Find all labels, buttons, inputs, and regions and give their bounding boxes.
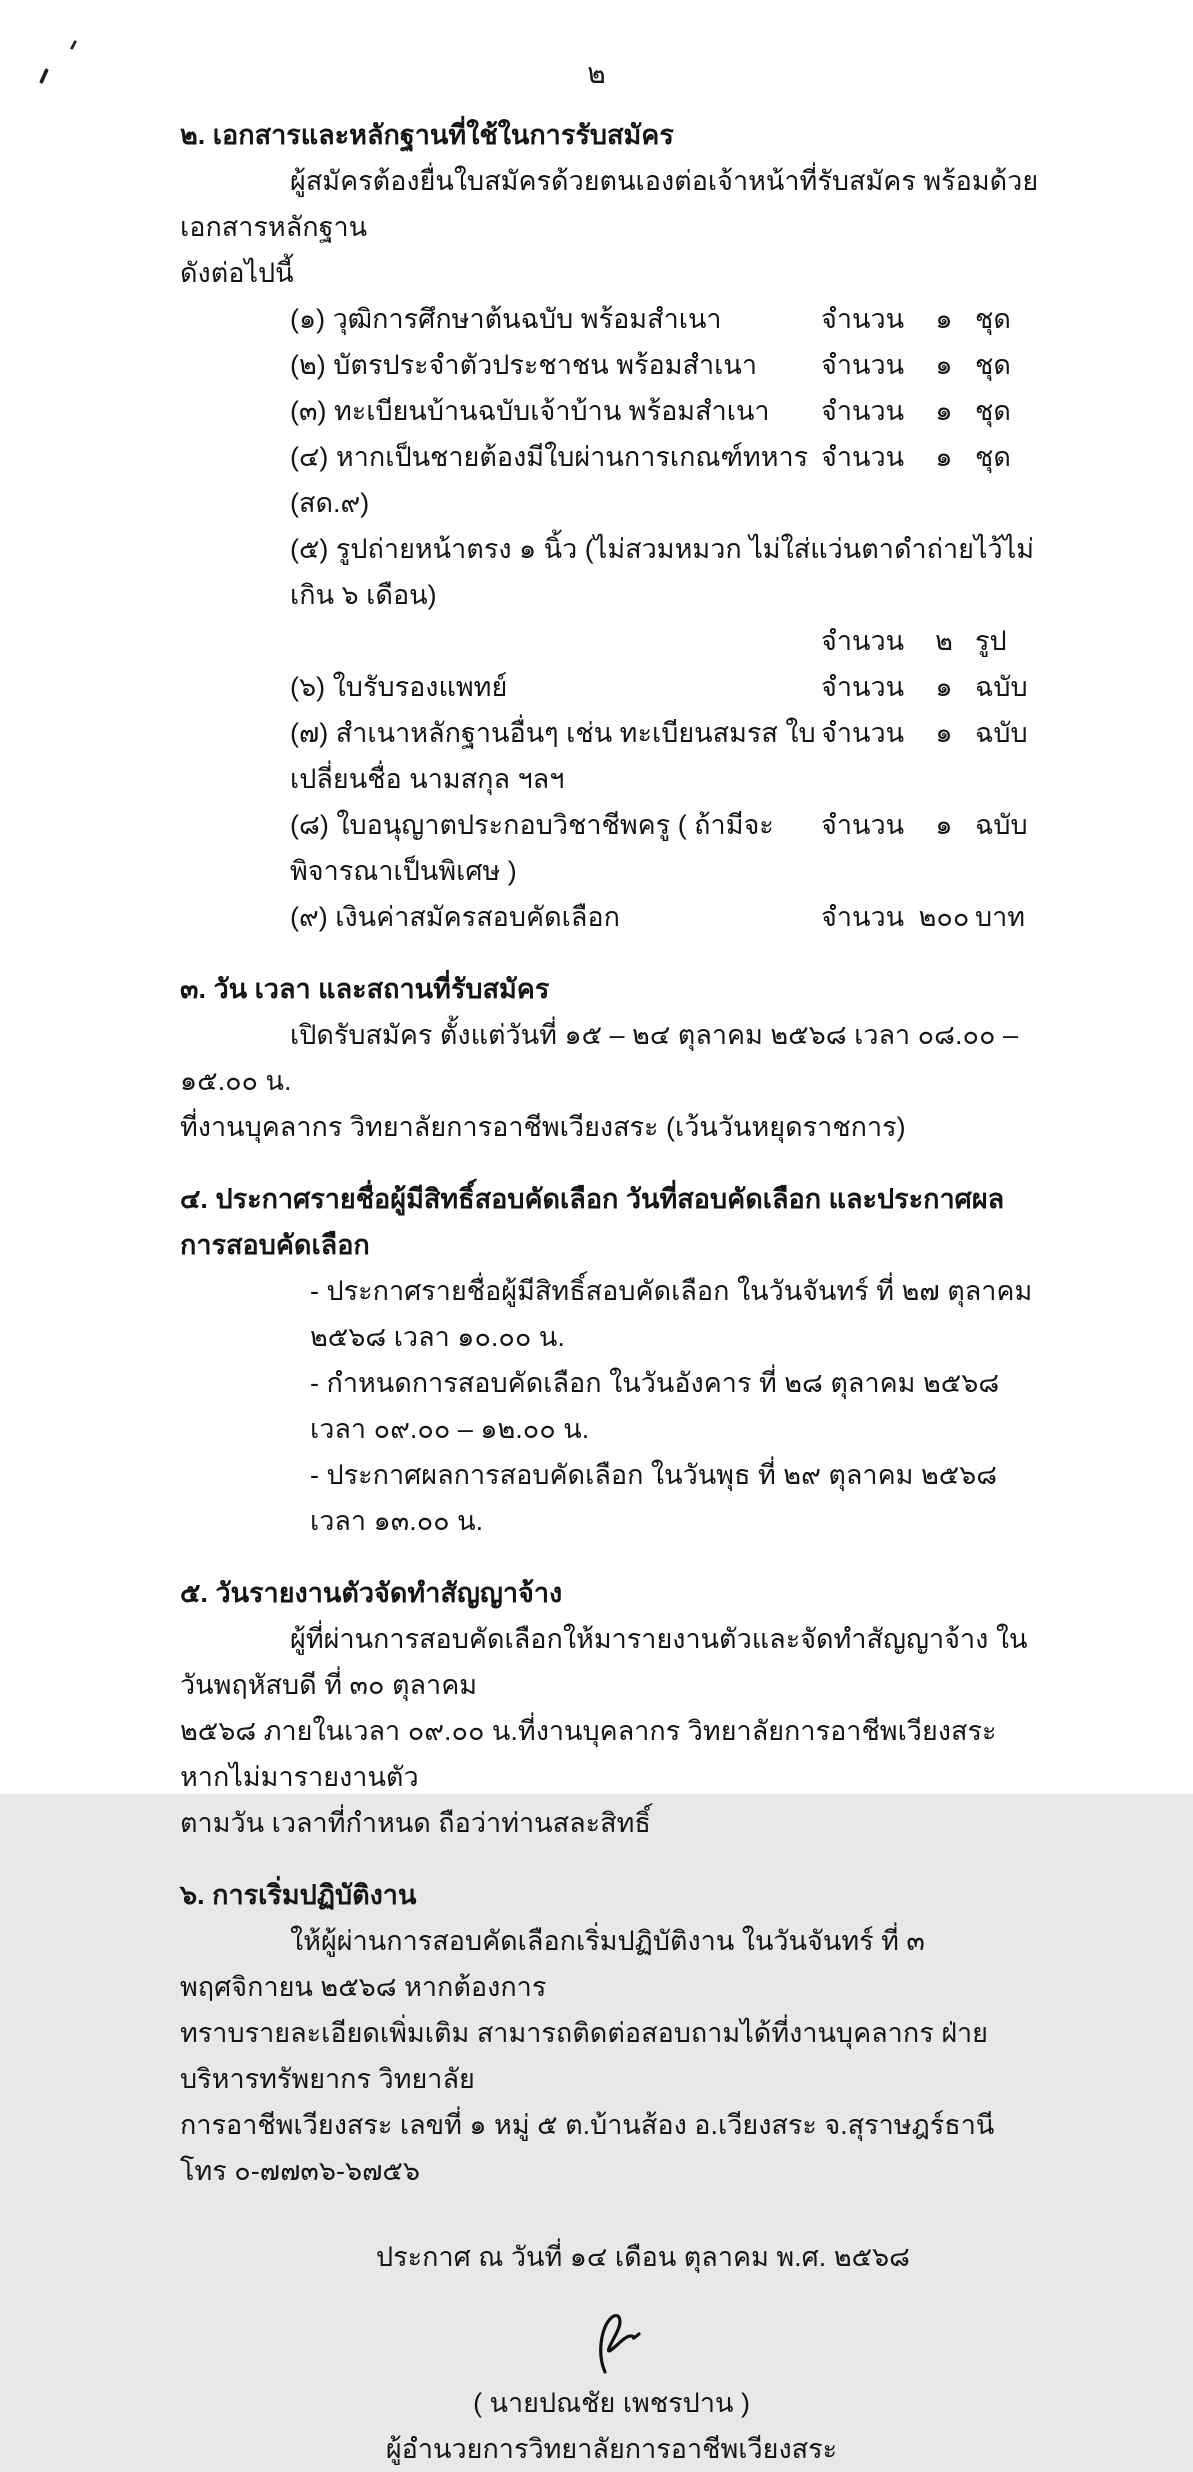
document-item-row [180,710,1043,802]
quantity-amount: ๑ [935,396,953,426]
quantity-word: จำนวน [821,672,905,702]
quantity-word: จำนวน [821,902,905,932]
quantity-amount: ๒๐๐ [918,902,970,932]
document-item-text: (๒) บัตรประจำตัวประชาชน พร้อมสำเนา [290,350,757,380]
quantity-word: จำนวน [821,350,905,380]
document-item-text: (๔) หากเป็นชายต้องมีใบผ่านการเกณฑ์ทหาร (สด.๙) [290,442,809,518]
documents-intro-line: ผู้สมัครต้องยื่นใบสมัครด้วยตนเองต่อเจ้าหน้าที่รับสมัคร พร้อมด้วยเอกสารหลักฐาน [180,166,1039,242]
contract-line: ตามวัน เวลาที่กำหนด ถือว่าท่านสละสิทธิ์ [180,1808,651,1838]
quantity-group [821,296,1043,342]
document-item-text: (๓) ทะเบียนบ้านฉบับเจ้าบ้าน พร้อมสำเนา [290,396,770,426]
quantity-unit: บาท [975,902,1026,932]
document-item-row [180,618,1043,664]
document-item-row [180,802,1043,894]
signature-mark [567,2306,657,2380]
section-announcement-heading: ๔. ประกาศรายชื่อผู้มีสิทธิ์สอบคัดเลือก วันที่สอบคัดเลือก และประกาศผลการสอบคัดเลือก [180,1184,1005,1260]
quantity-group [821,664,1043,710]
document-item-row [180,296,1043,342]
document-item-row [180,526,1043,618]
document-item-row [180,342,1043,388]
quantity-group [821,342,1043,388]
section-start-work-heading: ๖. การเริ่มปฏิบัติงาน [180,1880,417,1910]
quantity-unit: ชุด [975,304,1011,334]
contract-line: ๒๕๖๘ ภายในเวลา ๐๙.๐๐ น.ที่งานบุคลากร วิทยาลัยการอาชีพเวียงสระ หากไม่มารายงานตัว [180,1716,997,1792]
quantity-word: จำนวน [821,810,905,840]
quantity-word: จำนวน [821,442,905,472]
section-contract-heading: ๕. วันรายงานตัวจัดทำสัญญาจ้าง [180,1578,563,1608]
quantity-amount: ๑ [935,672,953,702]
quantity-group [821,388,1043,434]
quantity-word: จำนวน [821,396,905,426]
document-item-text: (๘) ใบอนุญาตประกอบวิชาชีพครู ( ถ้ามีจะพิจารณาเป็นพิเศษ ) [290,810,774,886]
document-item-row [180,894,1043,940]
announcement-bullet: - ประกาศรายชื่อผู้มีสิทธิ์สอบคัดเลือก ในวันจันทร์ ที่ ๒๗ ตุลาคม ๒๕๖๘ เวลา ๑๐.๐๐ น. [310,1276,1033,1352]
document-item-text: (๗) สำเนาหลักฐานอื่นๆ เช่น ทะเบียนสมรส ใบเปลี่ยนชื่อ นามสกุล ฯลฯ [290,718,816,794]
signer-title: ผู้อำนวยการวิทยาลัยการอาชีพเวียงสระ [385,2434,838,2464]
quantity-unit: ชุด [975,442,1011,472]
quantity-amount: ๑ [935,718,953,748]
announcement-bullet: - กำหนดการสอบคัดเลือก ในวันอังคาร ที่ ๒๘ ตุลาคม ๒๕๖๘ เวลา ๐๙.๐๐ – ๑๒.๐๐ น. [310,1368,1000,1444]
document-item-row [180,434,1043,526]
quantity-amount: ๒ [935,626,953,656]
quantity-amount: ๑ [935,350,953,380]
document-item-row [180,388,1043,434]
section-schedule-heading: ๓. วัน เวลา และสถานที่รับสมัคร [180,974,550,1004]
documents-intro-line: ดังต่อไปนี้ [180,258,294,288]
start-work-line: ทราบรายละเอียดเพิ่มเติม สามารถติดต่อสอบถามได้ที่งานบุคลากร ฝ่ายบริหารทรัพยากร วิทยาลัย [180,2018,988,2094]
quantity-unit: ฉบับ [975,672,1028,702]
quantity-group [821,618,1043,664]
quantity-word: จำนวน [821,718,905,748]
start-work-line: การอาชีพเวียงสระ เลขที่ ๑ หมู่ ๕ ต.บ้านส้อง อ.เวียงสระ จ.สุราษฎร์ธานี โทร ๐-๗๗๓๖-๖๗๕๖ [180,2110,995,2186]
schedule-line: เปิดรับสมัคร ตั้งแต่วันที่ ๑๕ – ๒๔ ตุลาคม ๒๕๖๘ เวลา ๐๘.๐๐ – ๑๕.๐๐ น. [180,1020,1018,1096]
announcement-bullet: - ประกาศผลการสอบคัดเลือก ในวันพุธ ที่ ๒๙ ตุลาคม ๒๕๖๘ เวลา ๑๓.๐๐ น. [310,1460,998,1536]
quantity-unit: ชุด [975,396,1011,426]
schedule-line: ที่งานบุคลากร วิทยาลัยการอาชีพเวียงสระ (เว้นวันหยุดราชการ) [180,1112,906,1142]
quantity-word: จำนวน [821,626,905,656]
issued-date-line: ประกาศ ณ วันที่ ๑๔ เดือน ตุลาคม พ.ศ. ๒๕๖๘ [376,2242,911,2272]
document-item-text: (๕) รูปถ่ายหน้าตรง ๑ นิ้ว (ไม่สวมหมวก ไม่ใส่แว่นตาดำถ่ายไว้ไม่เกิน ๖ เดือน) [290,534,1035,610]
quantity-group [821,710,1043,802]
quantity-group [821,434,1043,526]
quantity-unit: ฉบับ [975,810,1028,840]
quantity-word: จำนวน [821,304,905,334]
document-item-row [180,664,1043,710]
quantity-amount: ๑ [935,442,953,472]
quantity-group [821,802,1043,894]
document-item-text: (๑) วุฒิการศึกษาต้นฉบับ พร้อมสำเนา [290,304,722,334]
quantity-amount: ๑ [935,810,953,840]
quantity-group [821,894,1043,940]
section-documents-heading: ๒. เอกสารและหลักฐานที่ใช้ในการรับสมัคร [180,120,674,150]
quantity-unit: ฉบับ [975,718,1028,748]
signer-name: ( นายปณชัย เพชรปาน ) [473,2388,750,2418]
document-item-text: (๙) เงินค่าสมัครสอบคัดเลือก [290,902,620,932]
contract-line: ผู้ที่ผ่านการสอบคัดเลือกให้มารายงานตัวและจัดทำสัญญาจ้าง ในวันพฤหัสบดี ที่ ๓๐ ตุลาคม [180,1624,1028,1700]
signature-block [180,2306,1043,2472]
document-item-text: (๖) ใบรับรองแพทย์ [290,672,508,702]
quantity-amount: ๑ [935,304,953,334]
quantity-unit: ชุด [975,350,1011,380]
start-work-line: ให้ผู้ผ่านการสอบคัดเลือกเริ่มปฏิบัติงาน ในวันจันทร์ ที่ ๓ พฤศจิกายน ๒๕๖๘ หากต้องการ [180,1926,925,2002]
quantity-unit: รูป [975,626,1007,656]
page-number: ๒ [587,58,606,89]
